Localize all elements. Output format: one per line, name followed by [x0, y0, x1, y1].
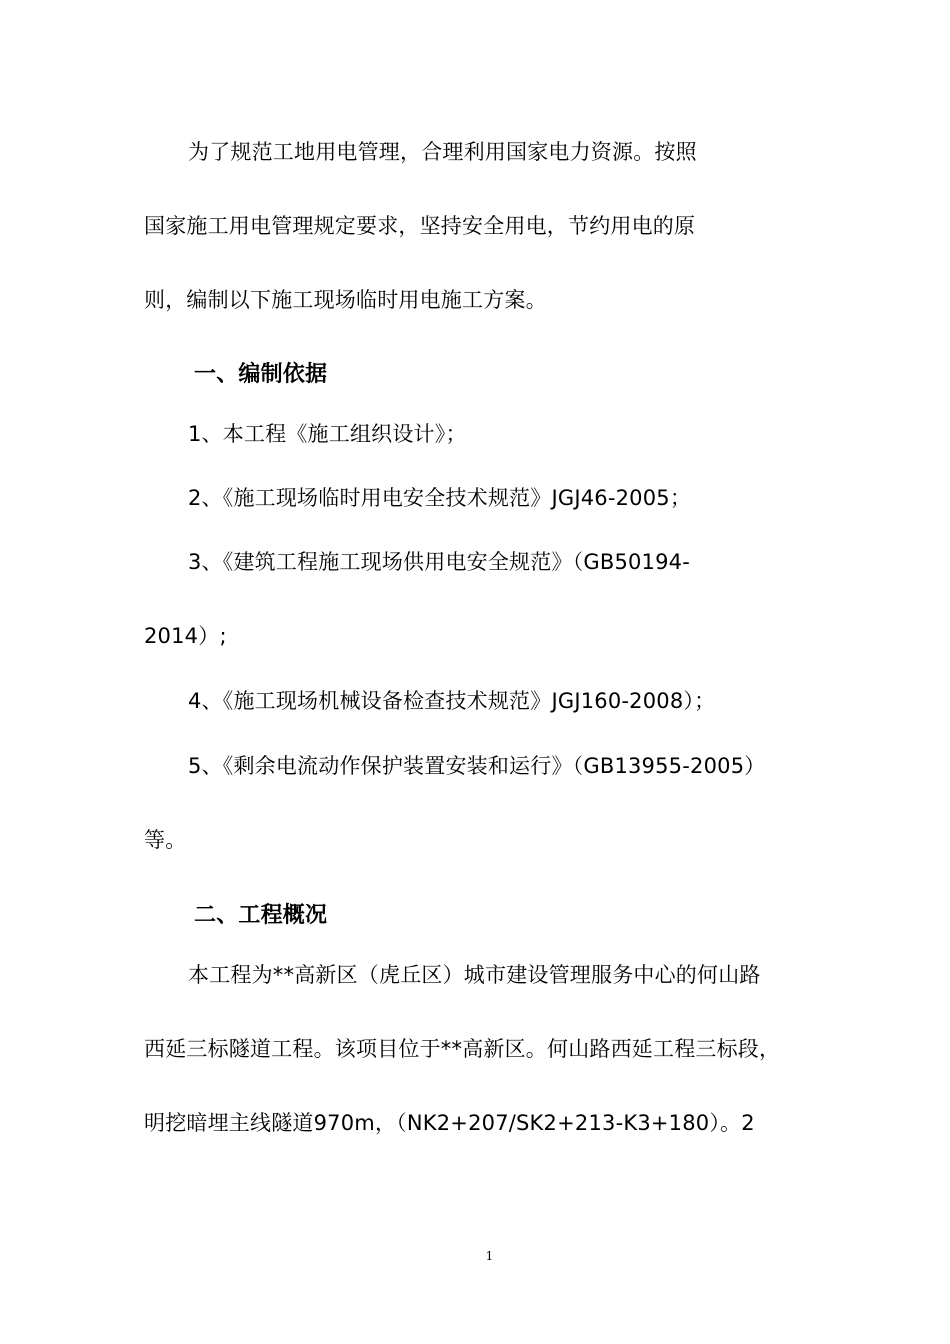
basis-item-2: 2、《施工现场临时用电安全技术规范》JGJ46-2005；: [188, 486, 692, 510]
intro-line-2: 国家施工用电管理规定要求，坚持安全用电，节约用电的原: [144, 214, 696, 238]
section-heading-overview: 二、工程概况: [194, 903, 328, 928]
overview-line-1: 本工程为**高新区（虎丘区）城市建设管理服务中心的何山路: [188, 963, 761, 987]
basis-item-3: 3、《建筑工程施工现场供用电安全规范》（GB50194-: [188, 550, 691, 574]
basis-item-5: 5、《剩余电流动作保护装置安装和运行》（GB13955-2005）: [188, 754, 766, 778]
overview-line-3: 明挖暗埋主线隧道970m，（NK2+207/SK2+213-K3+180）。2: [144, 1111, 755, 1135]
section-heading-basis: 一、编制依据: [194, 362, 328, 387]
basis-item-1: 1、本工程《施工组织设计》；: [188, 422, 467, 446]
page-number: 1: [485, 1249, 494, 1263]
basis-item-4: 4、《施工现场机械设备检查技术规范》JGJ160-2008）；: [188, 689, 716, 713]
intro-line-1: 为了规范工地用电管理，合理利用国家电力资源。按照: [188, 140, 697, 164]
intro-line-3: 则，编制以下施工现场临时用电施工方案。: [144, 288, 547, 312]
basis-item-3-cont: 2014）;: [144, 624, 227, 648]
basis-item-5-cont: 等。: [144, 828, 187, 852]
overview-line-2: 西延三标隧道工程。该项目位于**高新区。何山路西延工程三标段，: [144, 1037, 781, 1061]
